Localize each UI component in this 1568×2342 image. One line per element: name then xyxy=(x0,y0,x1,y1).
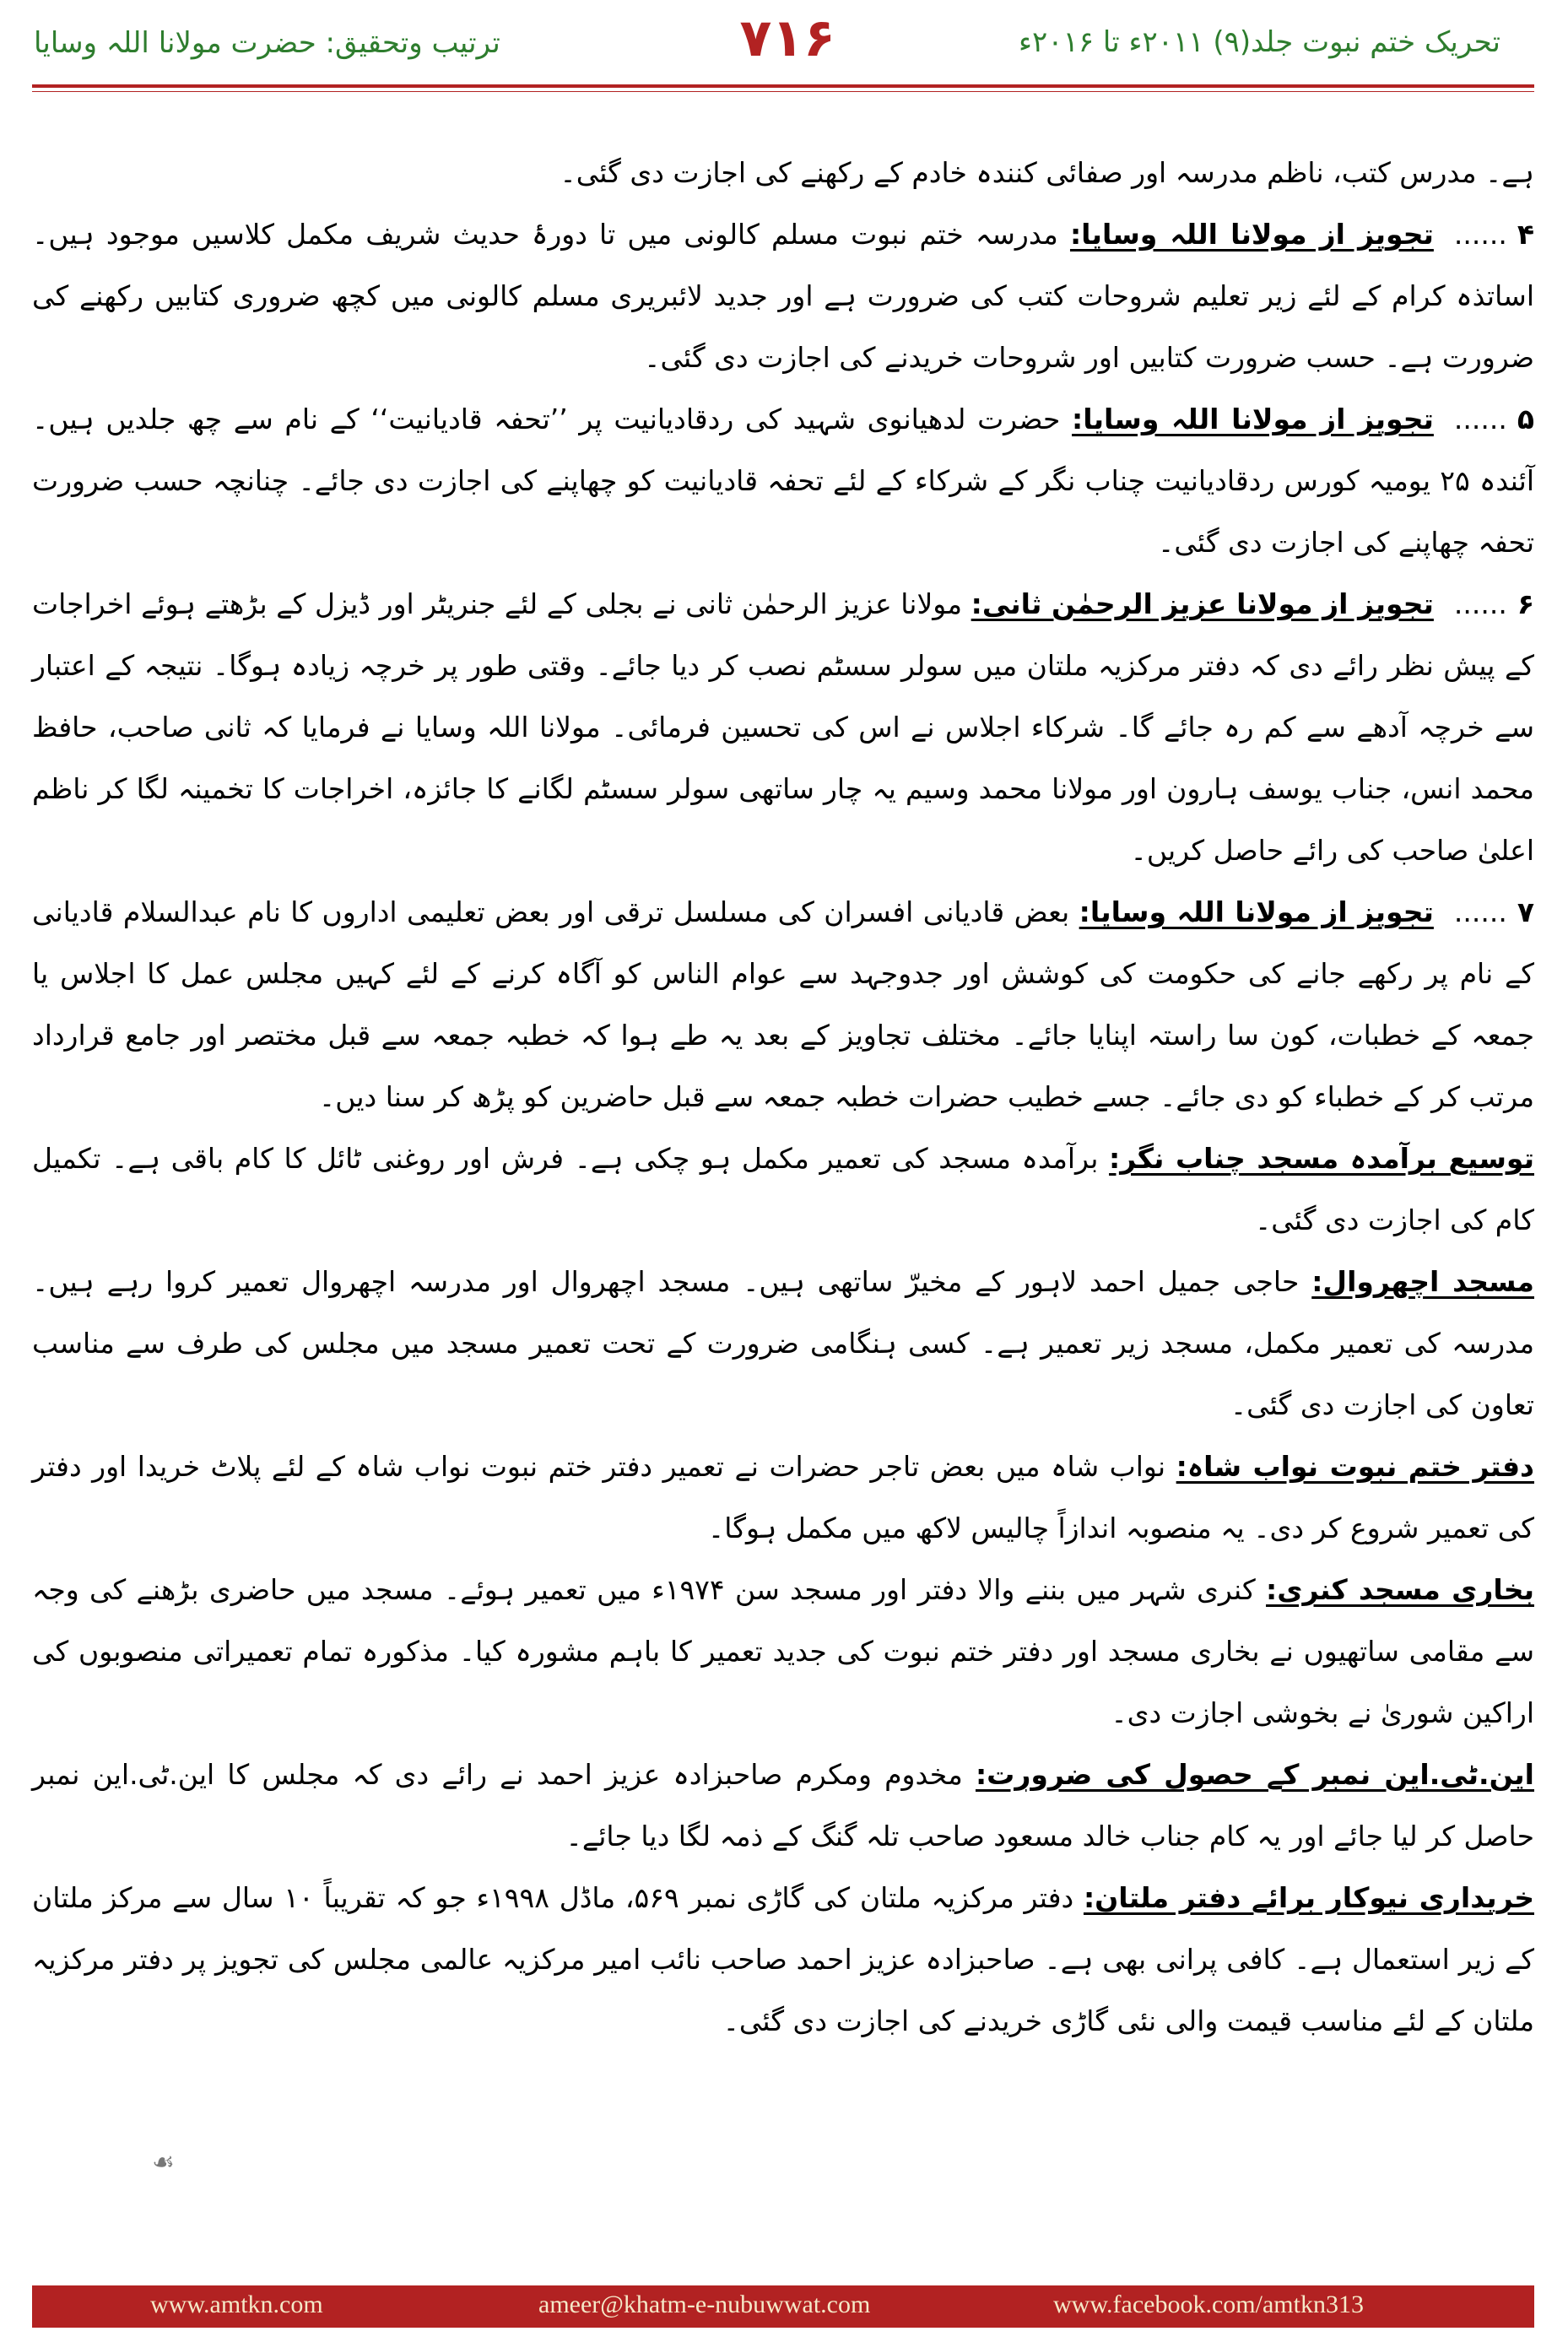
paragraph xyxy=(32,1744,1534,1867)
item-dots: ...... xyxy=(1453,218,1507,251)
item-dots: ...... xyxy=(1453,403,1507,435)
end-mark-icon: ☙ xyxy=(152,2148,175,2177)
item-number: ۴ xyxy=(1517,218,1534,251)
paragraph-text: نواب شاہ میں بعض تاجر حضرات نے تعمیر دفتر ختم نبوت نواب شاہ کے لئے پلاٹ خریدا اور دفتر کی تعمیر شروع کر دی۔ یہ منصوبہ اندازاً چالیس لاکھ میں مکمل ہوگا۔ xyxy=(32,1450,1534,1544)
item-number: ۵ xyxy=(1517,403,1534,435)
footer-facebook-link[interactable]: www.facebook.com/amtkn313 xyxy=(1053,2291,1364,2318)
section-label: توسیع برآمدہ مسجد چناب نگر: xyxy=(1109,1142,1534,1175)
paragraph xyxy=(32,1867,1534,2052)
paragraph-text: بعض قادیانی افسران کی مسلسل ترقی اور بعض تعلیمی اداروں کا نام عبدالسلام قادیانی کے نام پر رکھے جانے کی حکومت کی کوشش اور جدوجہد سے عوام الناس کو آگاہ کرنے کے لئے کہیں مجلس عمل کا اجلاس یا جمعہ کے خطبات، کون سا راستہ اپنایا جائے۔ مختلف تجاویز کے بعد یہ طے ہوا کہ خطبہ جمعہ سے قبل مختصر اور جامع قرارداد مرتب کر کے خطباء کو دی جائے۔ جسے خطیب حضرات خطبہ جمعہ سے قبل حاضرین کو پڑھ کر سنا دیں۔ xyxy=(32,895,1534,1113)
paragraph xyxy=(32,881,1534,1128)
footer-email-link[interactable]: ameer@khatm-e-nubuwwat.com xyxy=(538,2291,871,2318)
series-title: تحریک ختم نبوت جلد(۹) ۲۰۱۱ء تا ۲۰۱۶ء xyxy=(1019,25,1500,59)
paragraph-text: کنری شہر میں بننے والا دفتر اور مسجد سن ۱۹۷۴ء میں تعمیر ہوئے۔ مسجد میں حاضری بڑھنے کی وجہ سے مقامی ساتھیوں نے بخاری مسجد اور دفتر ختم نبوت کی جدید تعمیر کا باہم مشورہ کیا۔ مذکورہ تمام تعمیراتی منصوبوں کی اراکین شوریٰ نے بخوشی اجازت دی۔ xyxy=(32,1573,1534,1729)
header-rule xyxy=(32,84,1534,88)
paragraph xyxy=(32,388,1534,573)
item-label: تجویز از مولانا اللہ وسایا: xyxy=(1072,403,1434,435)
paragraph-text: مولانا عزیز الرحمٰن ثانی نے بجلی کے لئے جنریٹر اور ڈیزل کے بڑھتے ہوئے اخراجات کے پیش نظر رائے دی کہ دفتر مرکزیہ ملتان میں سولر سسٹم نصب کر دیا جائے۔ وقتی طور پر خرچہ زیادہ ہوگا۔ نتیجہ کے اعتبار سے خرچہ آدھے سے کم رہ جائے گا۔ شرکاء اجلاس نے اس کی تحسین فرمائی۔ مولانا اللہ وسایا نے فرمایا کہ ثانی صاحب، حافظ محمد انس، جناب یوسف ہارون اور مولانا محمد وسیم یہ چار ساتھی سولر سسٹم لگانے کا جائزہ، اخراجات کا تخمینہ لگا کر ناظم اعلیٰ صاحب کی رائے حاصل کریں۔ xyxy=(32,587,1534,867)
paragraph-text: دفتر مرکزیہ ملتان کی گاڑی نمبر ۵۶۹، ماڈل ۱۹۹۸ء جو کہ تقریباً ۱۰ سال سے مرکز ملتان کے زیر استعمال ہے۔ کافی پرانی بھی ہے۔ صاحبزادہ عزیز احمد صاحب نائب امیر مرکزیہ عالمی مجلس کی تجویز پر دفتر مرکزیہ ملتان کے لئے مناسب قیمت والی نئی گاڑی خریدنے کی اجازت دی گئی۔ xyxy=(32,1881,1534,2037)
item-label: تجویز از مولانا اللہ وسایا: xyxy=(1069,218,1434,251)
paragraph xyxy=(32,1436,1534,1559)
paragraph xyxy=(32,203,1534,388)
footer-website-link[interactable]: www.amtkn.com xyxy=(150,2291,323,2318)
item-dots: ...... xyxy=(1453,587,1507,620)
section-label: بخاری مسجد کنری: xyxy=(1266,1573,1534,1606)
paragraph xyxy=(32,142,1534,203)
section-label: مسجد اچھروال: xyxy=(1311,1265,1534,1298)
page-footer xyxy=(32,2285,1534,2328)
paragraph xyxy=(32,1128,1534,1251)
item-dots: ...... xyxy=(1453,895,1507,928)
paragraph-text: حضرت لدھیانوی شہید کی ردقادیانیت پر ’’تحفہ قادیانیت‘‘ کے نام سے چھ جلدیں ہیں۔ آئندہ ۲۵ یومیہ کورس ردقادیانیت چناب نگر کے شرکاء کے لئے تحفہ قادیانیت کو چھاپنے کی اجازت دی جائے۔ چنانچہ حسب ضرورت تحفہ چھاپنے کی اجازت دی گئی۔ xyxy=(32,403,1534,559)
paragraph-text: مدرسہ ختم نبوت مسلم کالونی میں تا دورۂ حدیث شریف مکمل کلاسیں موجود ہیں۔ اساتذہ کرام کے لئے زیر تعلیم شروحات کتب کی ضرورت ہے اور جدید لائبریری مسلم کالونی میں کچھ ضروری کتابیں رکھنے کی ضرورت ہے۔ حسب ضرورت کتابیں اور شروحات خریدنے کی اجازت دی گئی۔ xyxy=(32,218,1534,374)
section-label: خریداری نیوکار برائے دفتر ملتان: xyxy=(1083,1881,1534,1914)
body-text xyxy=(32,142,1534,2052)
paragraph xyxy=(32,1251,1534,1436)
page-number: ۷۱۶ xyxy=(739,7,835,68)
compiler-credit: ترتیب وتحقیق: حضرت مولانا اللہ وسایا xyxy=(34,26,500,60)
item-label: تجویز از مولانا عزیز الرحمٰن ثانی: xyxy=(971,587,1434,620)
paragraph-text: ہے۔ مدرس کتب، ناظم مدرسہ اور صفائی کنندہ خادم کے رکھنے کی اجازت دی گئی۔ xyxy=(560,156,1534,189)
header-rule-thin xyxy=(32,91,1534,92)
page-header xyxy=(0,0,1568,93)
item-number: ۷ xyxy=(1517,895,1534,928)
item-label: تجویز از مولانا اللہ وسایا: xyxy=(1079,895,1434,928)
paragraph xyxy=(32,573,1534,881)
item-number: ۶ xyxy=(1517,587,1534,620)
paragraph-text: مخدوم ومکرم صاحبزادہ عزیز احمد نے رائے دی کہ مجلس کا این.ٹی.این نمبر حاصل کر لیا جائے اور یہ کام جناب خالد مسعود صاحب تلہ گنگ کے ذمہ لگا دیا جائے۔ xyxy=(32,1758,1534,1853)
paragraph-text: برآمدہ مسجد کی تعمیر مکمل ہو چکی ہے۔ فرش اور روغنی ٹائل کا کام باقی ہے۔ تکمیل کام کی اجازت دی گئی۔ xyxy=(32,1142,1534,1236)
paragraph xyxy=(32,1559,1534,1744)
section-label: دفتر ختم نبوت نواب شاہ: xyxy=(1176,1450,1534,1483)
section-label: این.ٹی.این نمبر کے حصول کی ضرورت: xyxy=(975,1758,1534,1791)
paragraph-text: حاجی جمیل احمد لاہور کے مخیرّ ساتھی ہیں۔ مسجد اچھروال اور مدرسہ اچھروال تعمیر کروا رہے ہیں۔ مدرسہ کی تعمیر مکمل، مسجد زیر تعمیر ہے۔ کسی ہنگامی ضرورت کے تحت تعمیر مسجد میں مجلس کی طرف سے مناسب تعاون کی اجازت دی گئی۔ xyxy=(32,1265,1534,1421)
